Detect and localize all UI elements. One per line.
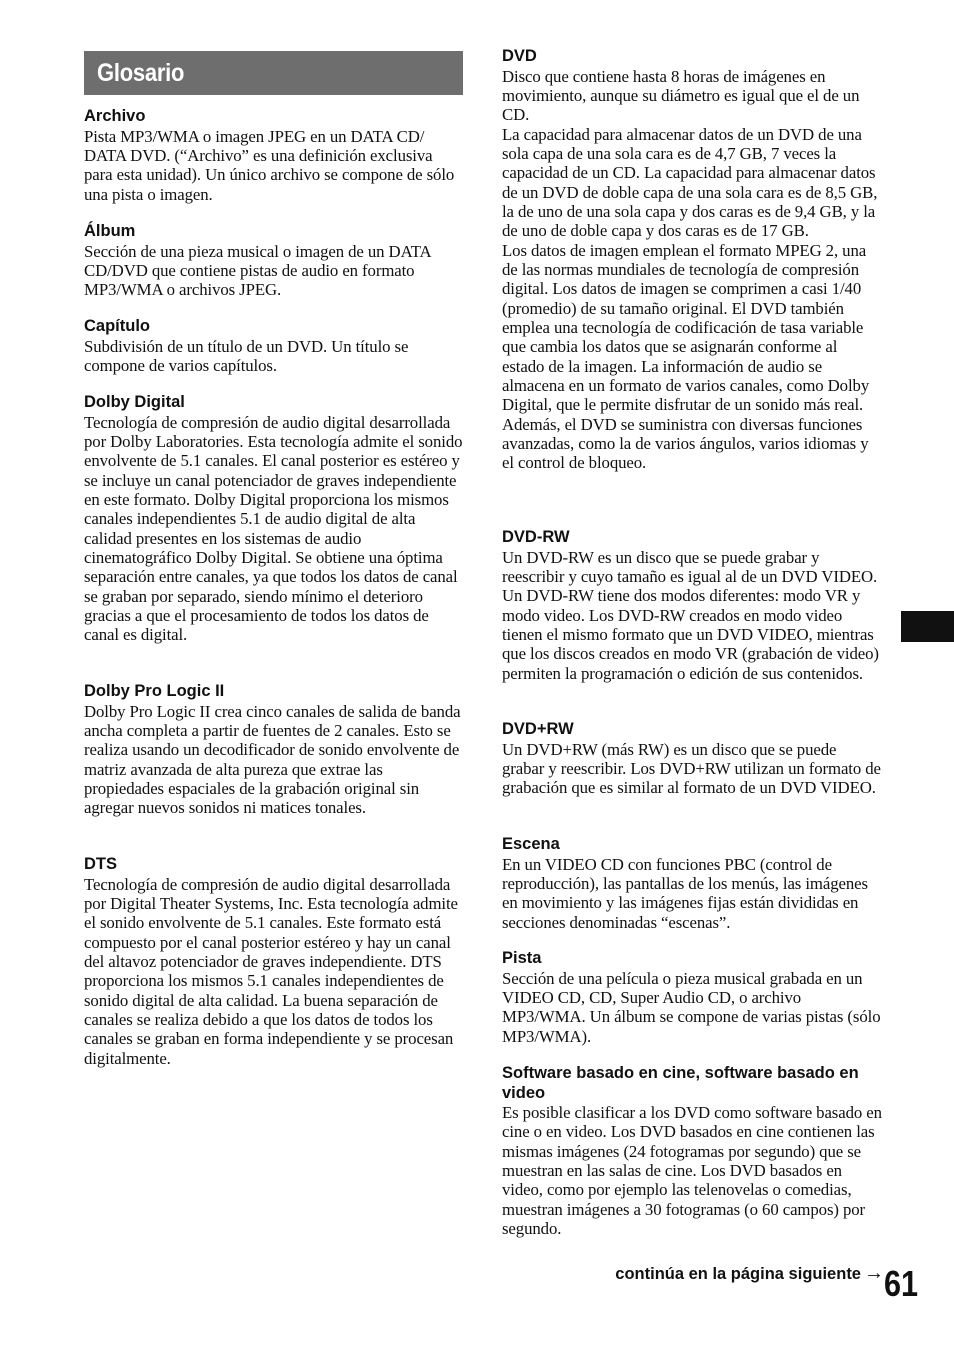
entry-term: Escena (502, 835, 560, 853)
continue-text: continúa en la página siguiente (615, 1265, 861, 1283)
definition-paragraph: Sección de una película o pieza musical grabada en un VIDEO CD, CD, Super Audio CD, o archivo MP3/WMA. Un álbum se compone de varias pistas (sólo MP3/WMA). (502, 968, 881, 1046)
entry-definition (502, 67, 882, 473)
entry-term: Dolby Digital (84, 393, 185, 411)
entry-definition (84, 242, 464, 300)
glossary-entry-software-cine-video (502, 1064, 882, 1238)
definition-paragraph: Un DVD+RW (más RW) es un disco que se puede grabar y reescribir. Los DVD+RW utilizan un formato de grabación que es similar al formato de un DVD VIDEO. (502, 739, 881, 798)
arrow-right-icon: → (864, 1262, 884, 1284)
entry-term: Dolby Pro Logic II (84, 682, 225, 700)
entry-definition (84, 875, 464, 1068)
definition-paragraph: Además, el DVD se suministra con diversas funciones avanzadas, como la de varios ángulos, varios idiomas y el control de bloqueo. (502, 414, 869, 473)
glossary-title-bar (84, 51, 463, 95)
definition-paragraph: Sección de una pieza musical o imagen de un DATA CD/DVD que contiene pistas de audio en formato MP3/WMA o archivos JPEG. (84, 241, 431, 300)
entry-definition (502, 548, 882, 683)
entry-definition (502, 855, 882, 932)
definition-paragraph: Tecnología de compresión de audio digital desarrollada por Dolby Laboratories. Esta tecnología admite el sonido envolvente de 5.1 canales. El canal posterior es estéreo y se incluye un canal potenciador de graves independiente en este formato. Dolby Digital proporciona los mismos canales independientes 5.1 de audio digital de alta calidad presentes en los sistemas de audio cinematográfico Dolby Digital. Se obtiene una óptima separación entre canales, ya que todos los datos de canal se graban por separado, siendo mínimo el deterioro gracias a que el procesamiento de todos los datos de canal es digital. (84, 412, 463, 645)
glossary-entry-dolby-digital (84, 393, 464, 645)
entry-term: Pista (502, 949, 542, 967)
section-thumb-tab (901, 611, 954, 642)
glossary-entry-dts (84, 855, 464, 1068)
entry-term: DVD+RW (502, 720, 574, 738)
page-number: 61 (884, 1263, 919, 1304)
entry-term: Archivo (84, 107, 146, 125)
definition-paragraph: Dolby Pro Logic II crea cinco canales de salida de banda ancha completa a partir de fuentes de 2 canales. Esto se realiza usando un decodificador de sonido envolvente de matriz avanzada de alta pureza que extrae las propiedades espaciales de la grabación original sin agregar nuevos sonidos ni matices tonales. (84, 701, 461, 818)
glossary-entry-capitulo (84, 317, 464, 375)
entry-definition (84, 337, 464, 376)
entry-term: Capítulo (84, 317, 150, 335)
entry-definition (502, 969, 882, 1046)
entry-definition (84, 413, 464, 645)
entry-term: DVD-RW (502, 528, 570, 546)
entry-definition (502, 740, 882, 798)
entry-term: Software basado en cine, software basado en video (502, 1064, 859, 1102)
definition-paragraph: Es posible clasificar a los DVD como software basado en cine o en video. Los DVD basados en cine contienen las mismas imágenes (24 fotogramas por segundo) que se muestran en las salas de cine. Los DVD basados en video, como por ejemplo las telenovelas o comedias, muestran imágenes a 30 fotogramas (o 60 campos) por segundo. (502, 1103, 882, 1239)
definition-paragraph: La capacidad para almacenar datos de un DVD de una sola capa de una sola cara es de 4,7 GB, 7 veces la capacidad de un CD. La capacidad para almacenar datos de un DVD de doble capa de una sola cara es de 8,5 GB, la de uno de una sola capa y dos caras es de 9,4 GB, y la de uno de doble capa y dos caras es de 17 GB. (502, 124, 878, 241)
definition-paragraph: Subdivisión de un título de un DVD. Un título se compone de varios capítulos. (84, 336, 409, 375)
definition-paragraph: En un VIDEO CD con funciones PBC (control de reproducción), las pantallas de los menús, las imágenes en movimiento y las imágenes fijas están divididas en secciones denominadas “escenas”. (502, 854, 868, 932)
entry-definition (84, 127, 464, 204)
entry-term: DTS (84, 855, 117, 873)
glossary-entry-dvd-plus-rw (502, 720, 882, 798)
glossary-entry-dvd (502, 47, 882, 473)
entry-term: DVD (502, 47, 537, 65)
definition-paragraph: Un DVD-RW es un disco que se puede grabar y reescribir y cuyo tamaño es igual al de un DVD VIDEO. Un DVD-RW tiene dos modos diferentes: modo VR y modo video. Los DVD-RW creados en modo video tienen el mismo formato que un DVD VIDEO, mientras que los discos creados en modo VR (grabación de video) permiten la programación o edición de sus contenidos. (502, 547, 879, 683)
definition-paragraph: Tecnología de compresión de audio digital desarrollada por Digital Theater Systems, Inc. Esta tecnología admite el sonido envolvente de 5.1 canales. Este formato está compuesto por el canal posterior estéreo y hay un canal del altavoz potenciador de graves independiente. DTS proporciona los mismos 5.1 canales independientes de sonido digital de alta calidad. La buena separación de canales se realiza debido a que los datos de todos los canales se graban en forma independiente y se procesan digitalmente. (84, 874, 458, 1068)
entry-definition (502, 1103, 882, 1238)
glossary-entry-archivo (84, 107, 464, 204)
continue-note (615, 1262, 884, 1285)
glossary-entry-escena (502, 835, 882, 932)
definition-paragraph: Los datos de imagen emplean el formato MPEG 2, una de las normas mundiales de tecnología de compresión digital. Los datos de imagen se comprimen a casi 1/40 (promedio) de su tamaño original. El DVD también emplea una tecnología de codificación de tasa variable que cambia los datos que se asignarán conforme al estado de la imagen. La información de audio se almacena en un formato de varios canales, como Dolby Digital, que le permite disfrutar de un sonido más real. (502, 240, 870, 415)
glossary-entry-dvd-rw (502, 528, 882, 683)
entry-term: Álbum (84, 222, 136, 240)
definition-paragraph: Pista MP3/WMA o imagen JPEG en un DATA CD/ DATA DVD. (“Archivo” es una definición exclusiva para esta unidad). Un único archivo se compone de sólo una pista o imagen. (84, 126, 455, 204)
glossary-entry-pista (502, 949, 882, 1046)
page-title: Glosario (97, 59, 185, 87)
glossary-entry-dolby-pro-logic-ii (84, 682, 464, 818)
entry-definition (84, 702, 464, 818)
glossary-entry-album (84, 222, 464, 300)
definition-paragraph: Disco que contiene hasta 8 horas de imágenes en movimiento, aunque su diámetro es igual que el de un CD. (502, 66, 860, 125)
